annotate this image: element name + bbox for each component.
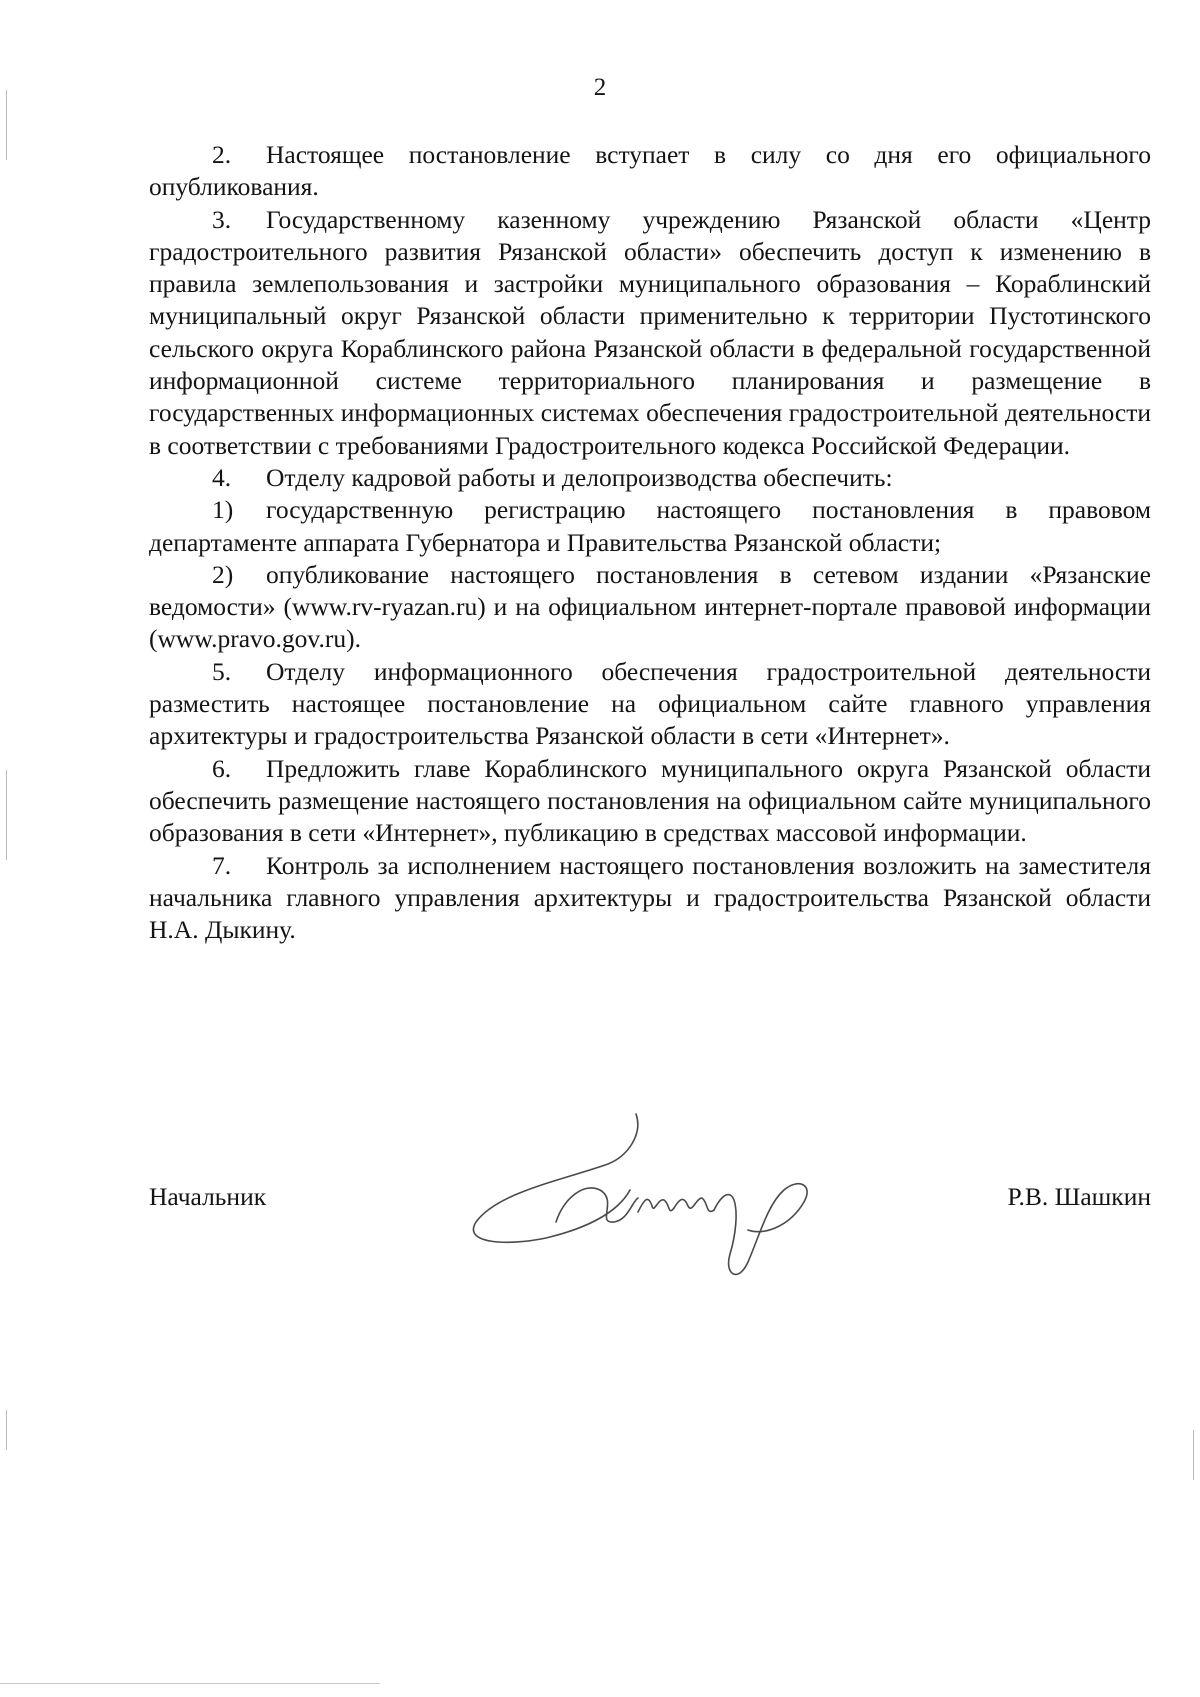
scan-edge-mark	[6, 90, 7, 160]
item-number: 5.	[212, 656, 232, 686]
paragraph-subitem-1	[149, 494, 1151, 559]
item-number: 3.	[212, 204, 232, 234]
scan-edge-mark	[0, 1683, 380, 1684]
paragraph-text: опубликование настоящего постановления в сетевом издании «Рязанские ведомости» (www.rv-ryazan.ru) и на официальном интернет-портале правовой информации (www.pravo.gov.ru).	[149, 559, 1151, 654]
paragraph-text: государственную регистрацию настоящего постановления в правовом департаменте аппарата Губернатора и Правительства Рязанской области;	[149, 495, 1151, 557]
item-number: 7.	[212, 850, 232, 880]
scan-edge-mark	[6, 770, 7, 860]
document-body	[149, 139, 1151, 946]
scan-edge-mark	[1193, 1430, 1194, 1480]
paragraph-subitem-2	[149, 559, 1151, 656]
paragraph-text: Отделу информационного обеспечения градостроительной деятельности разместить настоящее постановление на официальном сайте главного управления архитектуры и градостроительства Рязанской области в сети «Интернет».	[149, 656, 1151, 751]
paragraph-item-6	[149, 753, 1151, 850]
item-number: 6.	[212, 753, 232, 783]
item-number: 2.	[212, 140, 232, 169]
page-number: 2	[593, 74, 607, 101]
paragraph-item-4	[149, 462, 1151, 494]
signatory-name: Р.В. Шашкин	[1007, 1182, 1151, 1211]
paragraph-text: Отделу кадровой работы и делопроизводства обеспечить:	[266, 462, 893, 492]
paragraph-item-5	[149, 656, 1151, 753]
item-number: 1)	[212, 495, 234, 525]
paragraph-text: Государственному казенному учреждению Рязанской области «Центр градостроительного развития Рязанской области» обеспечить доступ к изменению в правила землепользования и застройки муниципального образования – Кораблинский муниципальный округ Рязанской области применительно к территории Пустотинского сельского округа Кораблинского района Рязанской области в федеральной государственной информационной системе территориального планирования и размещение в государственных информационных системах обеспечения градостроительной деятельности в соответствии с требованиями Градостроительного кодекса Российской Федерации.	[149, 204, 1151, 460]
item-number: 4.	[212, 462, 232, 492]
item-number: 2)	[212, 559, 234, 589]
scan-edge-mark	[6, 1410, 7, 1450]
handwritten-signature	[468, 1094, 858, 1294]
signatory-title: Начальник	[149, 1182, 267, 1211]
paragraph-text: Настоящее постановление вступает в силу со дня его официального опубликования.	[149, 140, 1151, 202]
paragraph-item-7	[149, 850, 1151, 947]
paragraph-item-2	[149, 139, 1151, 204]
paragraph-text: Предложить главе Кораблинского муниципального округа Рязанской области обеспечить размещение настоящего постановления на официальном сайте муниципального образования в сети «Интернет», публикацию в средствах массовой информации.	[149, 753, 1151, 848]
paragraph-text: Контроль за исполнением настоящего постановления возложить на заместителя начальника главного управления архитектуры и градостроительства Рязанской области Н.А. Дыкину.	[149, 850, 1151, 945]
paragraph-item-3	[149, 204, 1151, 462]
